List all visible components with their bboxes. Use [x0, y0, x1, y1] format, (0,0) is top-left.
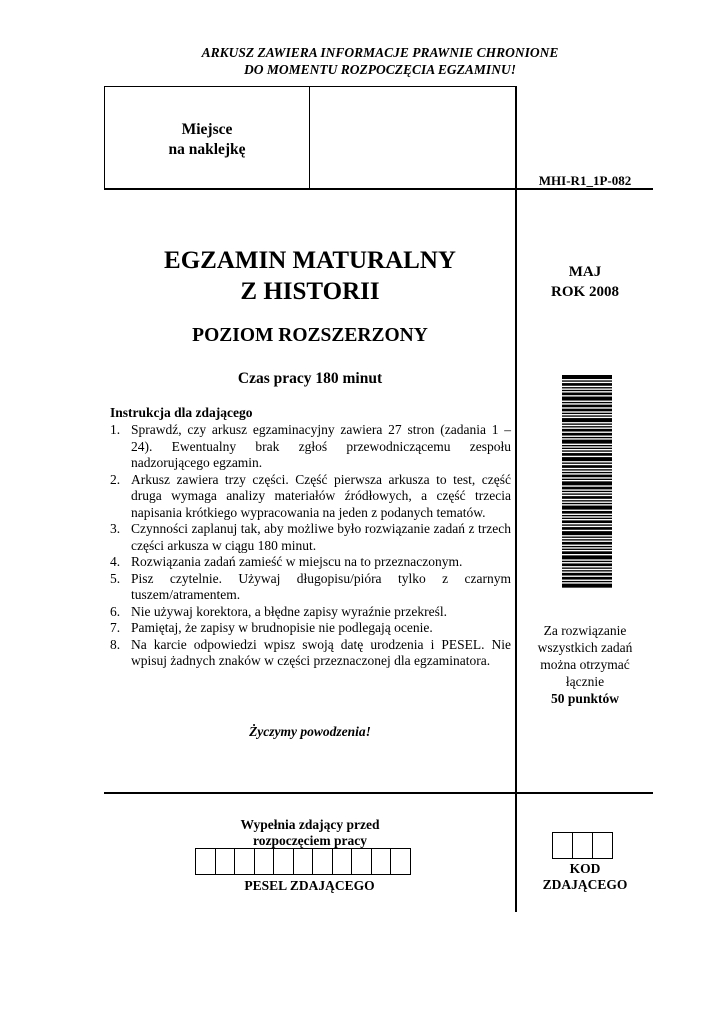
pesel-digit-box[interactable]: [195, 848, 216, 875]
instruction-text: Arkusz zawiera trzy części. Część pierwsza arkusza to test, część druga wymaga analizy materiałów źródłowych, a część trzecia napisania krótkiego wypracowania na jeden z podanych tematów.: [131, 471, 511, 520]
pesel-digit-box[interactable]: [312, 848, 333, 875]
exam-title-line2: Z HISTORII: [240, 278, 380, 305]
exam-title: [104, 245, 516, 307]
barcode-bar: [562, 487, 612, 490]
fill-line1: Wypełnia zdający przed: [240, 817, 380, 832]
exam-time: Czas pracy 180 minut: [237, 370, 383, 387]
barcode-bar: [562, 527, 612, 530]
barcode-bar: [562, 563, 612, 566]
pesel-input-boxes: [196, 848, 411, 875]
barcode-bar: [562, 453, 612, 456]
instruction-item: [110, 554, 511, 571]
instruction-text: Na karcie odpowiedzi wpisz swoją datę urodzenia i PESEL. Nie wpisuj żadnych znaków w części przeznaczonej dla egzaminatora.: [131, 636, 511, 668]
barcode-bar: [562, 506, 612, 510]
barcode-bar: [562, 542, 612, 545]
barcode-bar: [562, 387, 612, 388]
good-luck-message: Życzymy powodzenia!: [249, 724, 371, 739]
pesel-digit-box[interactable]: [390, 848, 411, 875]
exam-title-line1: EGZAMIN MATURALNY: [164, 247, 456, 274]
barcode-bar: [562, 518, 612, 519]
session-month: MAJ: [568, 264, 602, 280]
student-code-boxes: [553, 832, 613, 859]
legal-notice-line1: ARKUSZ ZAWIERA INFORMACJE PRAWNIE CHRONIONE: [201, 45, 559, 60]
pesel-digit-box[interactable]: [332, 848, 353, 875]
barcode-bar: [562, 437, 612, 438]
barcode-bar: [562, 515, 612, 516]
legal-notice: [0, 44, 724, 78]
barcode-bar: [562, 426, 612, 427]
barcode-bar: [562, 539, 612, 540]
barcode-bar: [562, 481, 612, 485]
barcode-bar: [562, 440, 612, 444]
barcode-bar: [562, 511, 612, 514]
barcode-bar: [562, 491, 612, 492]
barcode-bar: [562, 380, 612, 381]
barcode-bar: [562, 415, 612, 416]
barcode-bar: [562, 413, 612, 414]
barcode-bar: [562, 493, 612, 494]
instruction-item: [110, 521, 511, 554]
instruction-number: 1.: [110, 422, 121, 437]
barcode-bar: [562, 457, 612, 461]
instruction-item: [110, 620, 511, 637]
barcode-bar: [562, 433, 612, 436]
points-line3: można otrzymać: [540, 657, 630, 672]
barcode-bar: [562, 450, 612, 451]
barcode-bar: [562, 465, 612, 468]
instructions-heading: Instrukcja dla zdającego: [110, 405, 253, 420]
barcode-bar: [562, 537, 612, 538]
max-points-info: [517, 622, 653, 707]
points-total: 50 punktów: [551, 691, 619, 706]
barcode-bar: [562, 469, 612, 470]
points-line1: Za rozwiązanie: [543, 623, 627, 638]
instruction-number: 8.: [110, 636, 121, 652]
instruction-item: [110, 472, 511, 522]
pesel-digit-box[interactable]: [273, 848, 294, 875]
barcode-bar: [562, 570, 612, 571]
instruction-number: 2.: [110, 471, 121, 487]
barcode-bar: [562, 475, 612, 478]
barcode-bar: [562, 445, 612, 446]
exam-session: [517, 262, 653, 302]
student-code-label: [517, 861, 653, 893]
instruction-item: [110, 637, 511, 670]
pesel-digit-box[interactable]: [215, 848, 236, 875]
instruction-number: 3.: [110, 521, 121, 536]
barcode-bar: [562, 393, 612, 396]
kod-line2: ZDAJĄCEGO: [542, 877, 628, 892]
instruction-number: 7.: [110, 620, 121, 635]
barcode-bar: [562, 462, 612, 463]
vertical-divider: [515, 86, 517, 912]
sticker-label-line1: Miejsce: [181, 121, 233, 138]
student-code-digit-box[interactable]: [592, 832, 613, 859]
instruction-number: 5.: [110, 570, 121, 586]
student-code-digit-box[interactable]: [552, 832, 573, 859]
barcode-bar: [562, 561, 612, 562]
barcode-bar: [562, 423, 612, 424]
barcode-bar: [562, 479, 612, 480]
pesel-digit-box[interactable]: [293, 848, 314, 875]
pesel-digit-box[interactable]: [234, 848, 255, 875]
pesel-digit-box[interactable]: [254, 848, 275, 875]
instruction-text: Pisz czytelnie. Używaj długopisu/pióra tylko z czarnym tuszem/atramentem.: [131, 570, 511, 602]
instruction-text: Czynności zaplanuj tak, aby możliwe było rozwiązanie zadań z trzech części arkusza w ciągu 180 minut.: [131, 521, 511, 553]
barcode-bar: [562, 418, 612, 422]
instruction-number: 4.: [110, 554, 121, 569]
barcode: [562, 375, 612, 589]
sticker-label: [104, 120, 310, 160]
barcode-bar: [562, 584, 612, 588]
barcode-bar: [562, 402, 612, 403]
instruction-text: Sprawdź, czy arkusz egzaminacyjny zawiera 27 stron (zadania 1 – 24). Ewentualny brak zgłoś przewodniczącemu zespołu nadzorującego egzamin.: [131, 422, 511, 470]
barcode-bar: [562, 555, 612, 559]
points-line2: wszystkich zadań: [537, 640, 633, 655]
session-year: ROK 2008: [551, 284, 619, 300]
barcode-bar: [562, 390, 612, 391]
barcode-bar: [562, 383, 612, 386]
barcode-bar: [562, 375, 612, 379]
pesel-digit-box[interactable]: [371, 848, 392, 875]
bottom-horizontal-divider: [104, 792, 653, 794]
barcode-bar: [562, 573, 612, 576]
instruction-number: 6.: [110, 603, 121, 619]
barcode-bar: [562, 397, 612, 401]
barcode-bar: [562, 500, 612, 501]
barcode-bar: [562, 567, 612, 568]
barcode-bar: [562, 503, 612, 504]
student-code-digit-box[interactable]: [572, 832, 593, 859]
barcode-bar: [562, 472, 612, 473]
barcode-bar: [562, 549, 612, 550]
barcode-bar: [562, 581, 612, 582]
exam-code: MHI-R1_1P-082: [538, 173, 632, 188]
legal-notice-line2: DO MOMENTU ROZPOCZĘCIA EGZAMINU!: [244, 62, 516, 77]
pesel-digit-box[interactable]: [351, 848, 372, 875]
barcode-bar: [562, 520, 612, 523]
instruction-item: [110, 571, 511, 604]
pesel-fill-instruction: [200, 817, 420, 849]
barcode-bar: [562, 429, 612, 432]
barcode-bar: [562, 577, 612, 580]
barcode-bar: [562, 448, 612, 449]
barcode-bar: [562, 405, 612, 408]
pesel-label: PESEL ZDAJĄCEGO: [244, 878, 375, 893]
instruction-text: Pamiętaj, że zapisy w brudnopisie nie podlegają ocenie.: [131, 620, 433, 635]
instruction-item: [110, 422, 511, 472]
instruction-item: [110, 604, 511, 621]
points-line4: łącznie: [565, 674, 605, 689]
barcode-bar: [562, 546, 612, 547]
barcode-bar: [562, 531, 612, 535]
barcode-bar: [562, 409, 612, 412]
kod-line1: KOD: [569, 861, 601, 876]
barcode-bar: [562, 524, 612, 525]
instruction-text: Rozwiązania zadań zamieść w miejscu na to przeznaczonym.: [131, 554, 463, 569]
sticker-label-line2: na naklejkę: [168, 141, 246, 158]
instruction-text: Nie używaj korektora, a błędne zapisy wyraźnie przekreśl.: [131, 603, 447, 619]
exam-level: POZIOM ROZSZERZONY: [192, 325, 428, 346]
instructions-list: [110, 422, 511, 670]
barcode-bar: [562, 551, 612, 554]
fill-line2: rozpoczęciem pracy: [252, 833, 368, 848]
barcode-bar: [562, 496, 612, 499]
